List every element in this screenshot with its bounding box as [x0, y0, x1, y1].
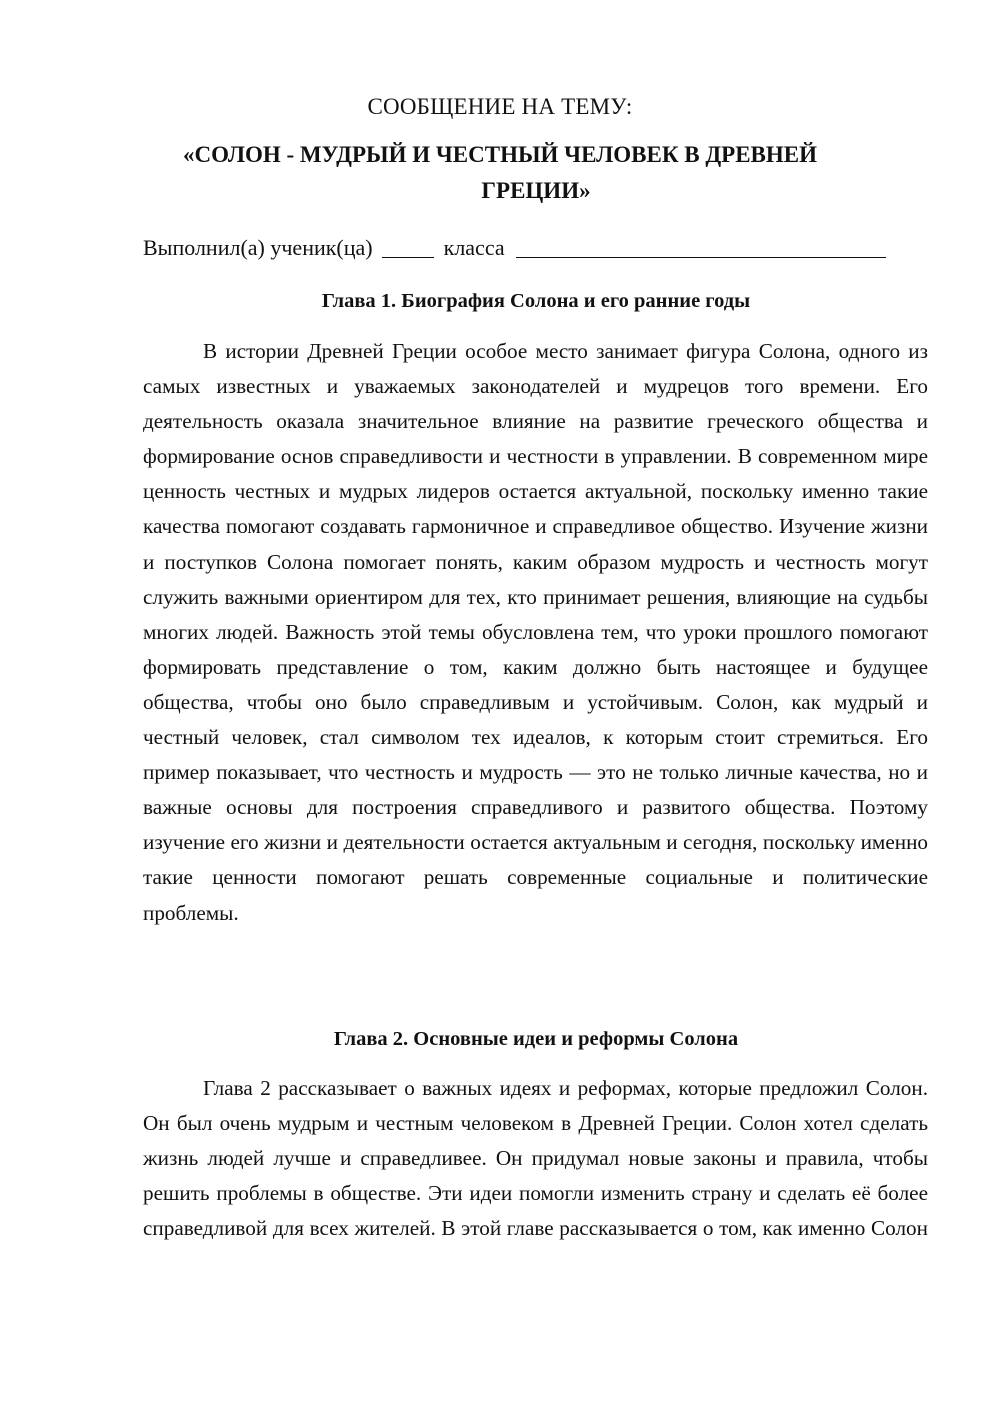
author-prefix: Выполнил(а) ученик(ца) — [143, 235, 373, 260]
chapter-2-paragraph: Глава 2 рассказывает о важных идеях и реформах, которые предложил Солон. Он был очень мудрым и честным человеком в Древней Греции. Солон хотел сделать жизнь людей лучше и справедливее. Он придумал новые законы и правила, чтобы решить проблемы в обществе. Эти идеи помогли изменить страну и сделать её более справедливой для всех жителей. В этой главе рассказывается о том, как именно Солон — [143, 1076, 928, 1241]
report-title-line-2: ГРЕЦИИ» — [481, 178, 591, 203]
chapter-1-heading: Глава 1. Биография Солона и его ранние годы — [321, 290, 751, 312]
chapter-2-heading: Глава 2. Основные идеи и реформы Солона — [333, 1028, 739, 1050]
author-line — [143, 234, 933, 261]
grade-blank-field[interactable] — [382, 237, 434, 258]
report-title-line-1: «СОЛОН - МУДРЫЙ И ЧЕСТНЫЙ ЧЕЛОВЕК В ДРЕВНЕЙ — [182, 142, 818, 167]
class-label: класса — [443, 235, 505, 260]
class-blank-field[interactable] — [516, 237, 886, 258]
topic-label: СООБЩЕНИЕ НА ТЕМУ: — [367, 94, 633, 119]
chapter-1-paragraph: В истории Древней Греции особое место занимает фигура Солона, одного из самых известных и уважаемых законодателей и мудрецов того времени. Его деятельность оказала значительное влияние на развитие греческого общества и формирование основ справедливости и честности в управлении. В современном мире ценность честных и мудрых лидеров остается актуальной, поскольку именно такие качества помогают создавать гармоничное и справедливое общество. Изучение жизни и поступков Солона помогает понять, каким образом мудрость и честность могут служить важными ориентиром для тех, кто принимает решения, влияющие на судьбы многих людей. Важность этой темы обусловлена тем, что уроки прошлого помогают формировать представление о том, каким должно быть настоящее и будущее общества, чтобы оно было справедливым и устойчивым. Солон, как мудрый и честный человек, стал символом тех идеалов, к которым стоит стремиться. Его пример показывает, что честность и мудрость — это не только личные качества, но и важные основы для построения справедливого и развитого общества. Поэтому изучение его жизни и деятельности остается актуальным и сегодня, поскольку именно такие ценности помогают решать современные социальные и политические проблемы. — [143, 339, 928, 925]
